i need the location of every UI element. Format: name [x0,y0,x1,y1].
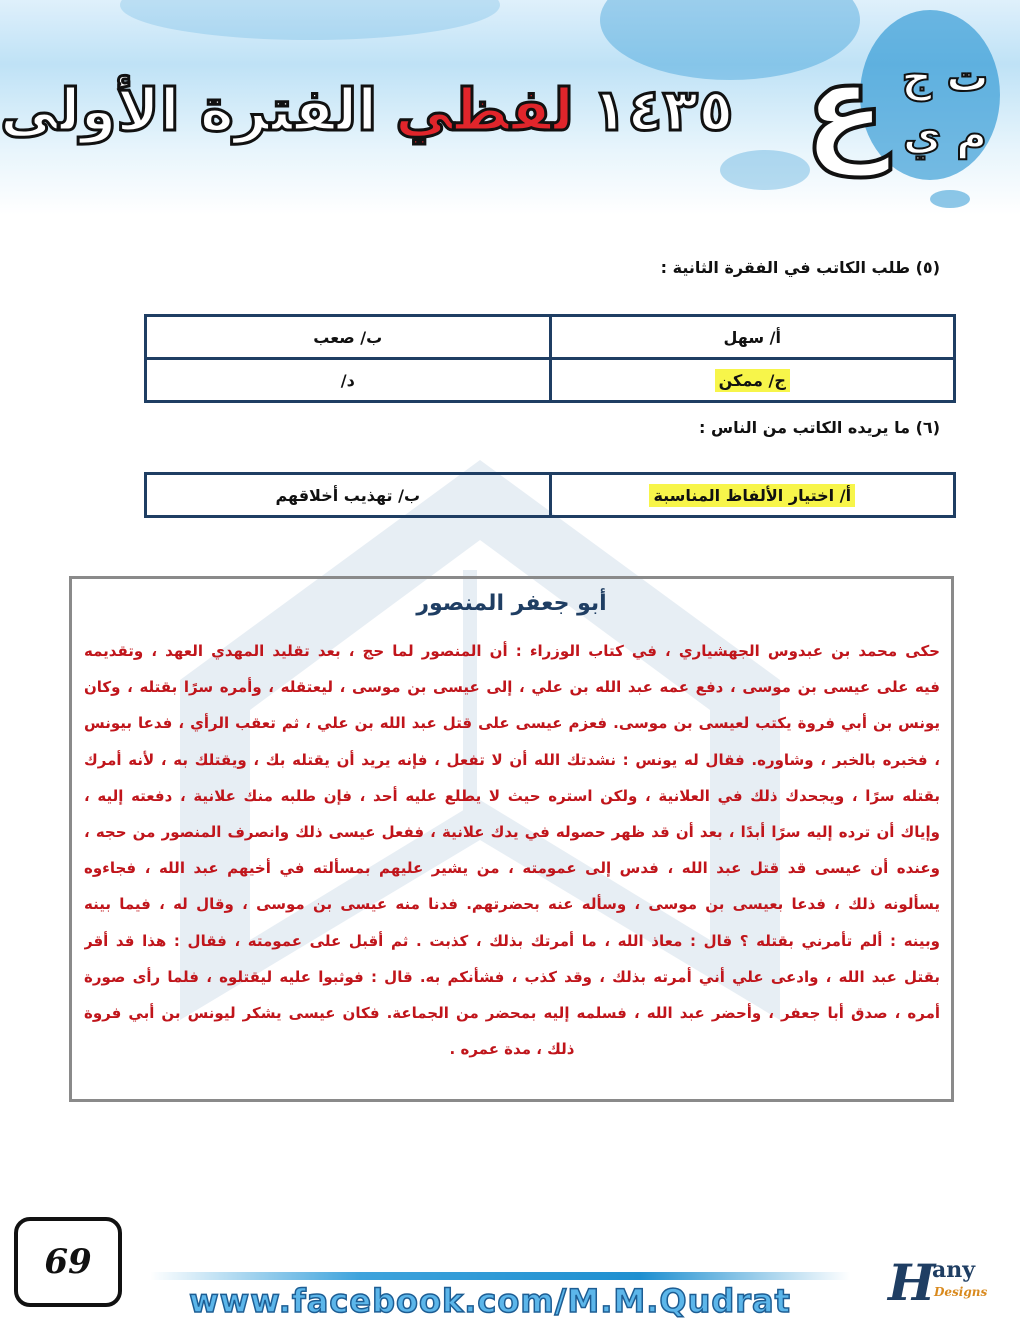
logo-letters: ت ج م ي [901,52,989,159]
question-5-label: (٥) طلب الكاتب في الفقرة الثانية : [660,258,940,277]
story-line: أمره ، صدق أبا جعفر ، وأحضر عبد الله ، فسلمه إليه بمحضر من الجماعة. فكان عيسى يشكر ليونس بن أبي فروة [84,1003,940,1022]
story-line: وعنده أن عيسى قد قتل عبد الله ، فدس إلى عمومته ، من يشير عليهم بمسألته في أخيهم عبد الله ، فجاءوه [84,859,940,878]
banner-title [0,60,780,160]
story-line: حكى محمد بن عبدوس الجهشياري ، في كتاب الوزراء : أن المنصور لما حج ، بعد تقليد المهدي العهد ، وتقديمه [84,642,940,660]
option-b[interactable] [146,316,551,359]
option-b[interactable] [146,474,551,517]
option-c-label: ج/ ممكن [715,369,790,392]
story-line: يسألونه ذلك ، فدعا بعيسى بن موسى ، وسأله عنه بحضرتهم. فدنا منه عيسى بن موسى ، وقال له ، فيما بينه [84,895,940,914]
brand-logo [888,1255,1003,1310]
page-number: 69 [44,1242,92,1282]
footer-paint-streak [150,1272,850,1280]
banner-year: ١٤٣٥ [591,76,734,144]
option-b-label: ب/ تهذيب أخلاقهم [275,485,421,505]
story-title: أبو جعفر المنصور [416,591,607,616]
banner-title-rest: الفترة الأولى [0,76,378,144]
question-5-options [144,314,956,403]
story-body [84,633,940,1067]
option-c[interactable] [550,359,955,402]
question-6-options [144,472,956,518]
paint-splash [120,0,500,40]
story-line: وبينه : ألم تأمرني بقتله ؟ قال : معاذ الله ، ما أمرتك بذلك ، كذبت . ثم أقبل على عمومته ، فقال : هذا قد أقر [84,931,940,950]
story-line: وإياك أن ترده إليه سرًا أبدًا ، بعد أن قد ظهر حصوله في يدك علانية ، ففعل عيسى ذلك وانصرف المنصور من حجه ، [84,822,940,841]
option-a[interactable] [550,474,955,517]
option-b-label: ب/ صعب [313,327,383,347]
story-line: ذلك ، مدة عمره . [449,1040,575,1059]
question-6-label: (٦) ما يريده الكاتب من الناس : [699,418,940,437]
page-number-box [14,1217,122,1307]
option-a[interactable] [550,316,955,359]
banner-title-main: لفظي [395,76,574,144]
story-box [69,576,954,1102]
story-line: يونس بن أبي فروة يكتب لعيسى بن موسى. فعزم عيسى على قتل عبد الله بن علي ، ثم تعقب الرأي ، فدعا بيونس [84,714,940,733]
brand-sub: Designs [934,1285,988,1299]
story-line: بقتله سرًا ، ويجحدك ذلك في العلانية ، ولكن استره حيث لا يطلع عليه أحد ، فإن طلبه منك علانية ، دفعته إليه ، [84,786,940,805]
story-line: ، فخبره بالخبر ، وشاوره. فقال له يونس : نشدتك الله أن لا تفعل ، فإنه يريد أن يقتله بك ، ويقتلك به ، لأنه أمرك [84,750,940,769]
option-a-label: أ/ سهل [723,327,781,347]
story-line: بقتل عبد الله ، وادعى علي أني أمرته بذلك ، وقد كذب ، فشأنكم به. قال : فوثبوا عليه ليقتلوه ، فلما رأى صورة [84,967,940,986]
header-banner [0,0,1020,215]
logo [790,38,990,178]
brand-word: any [932,1257,976,1283]
option-a-label: أ/ اختيار الألفاظ المناسبة [649,484,855,507]
option-d[interactable] [146,359,551,402]
option-d-label: د/ [340,370,355,390]
paint-splash [930,190,970,208]
footer-facebook-link[interactable]: www.facebook.com/M.M.Qudrat [189,1282,791,1320]
logo-glyph: ع [804,38,886,177]
story-line: فيه على عيسى بن موسى ، دفع عمه عبد الله بن علي ، إلى عيسى بن موسى ، ليعتقله ، وأمره سرًا بقتله ، وكان [84,678,940,697]
brand-initial: H [888,1253,936,1312]
